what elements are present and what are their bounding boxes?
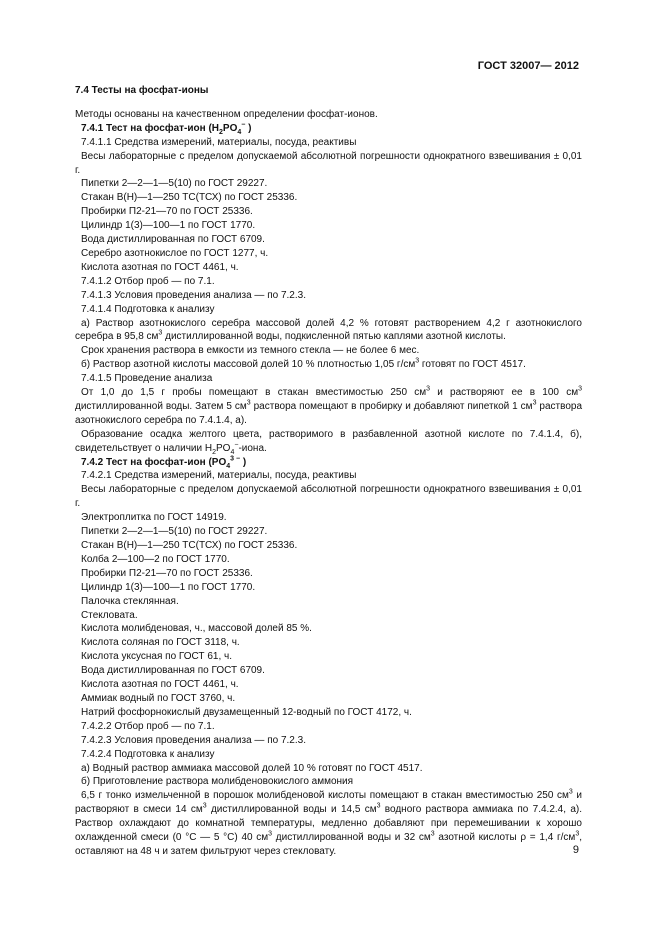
paragraph: б) Приготовление раствора молибденовокислого аммония (81, 776, 354, 788)
paragraph: 7.4.1.2 Отбор проб — по 7.1. (81, 275, 215, 287)
subsection-heading-7-4-1 (75, 122, 582, 136)
subscript: 4 (237, 128, 242, 136)
list-item: Вода дистиллированная по ГОСТ 6709. (81, 665, 265, 677)
text: раствора помещают в пробирку и добавляют пипеткой 1 см (250, 400, 533, 412)
text: азотной кислоты ρ = 1,4 г/см (434, 832, 576, 844)
list-item: Вода дистиллированная по ГОСТ 6709. (81, 234, 265, 246)
list-item: Колба 2—100—2 по ГОСТ 1770. (81, 553, 230, 565)
superscript: 3 − (230, 455, 241, 463)
text: -иона. (238, 442, 267, 454)
superscript: 3 (415, 357, 420, 365)
superscript: 3 (202, 802, 207, 810)
superscript: 3 (430, 830, 435, 838)
list-item: Пипетки 2—2—1—5(10) по ГОСТ 29227. (81, 178, 268, 190)
text: 6,5 г тонко измельченной в порошок молибденовой кислоты помещают в стакан вместимостью 250 см (81, 790, 569, 802)
heading-text: 7.4.1 Тест на фосфат-ион (H (81, 122, 219, 134)
superscript: 3 (246, 399, 251, 407)
paragraph (75, 358, 582, 372)
page-number: 9 (572, 844, 579, 856)
heading-text: ) (245, 122, 252, 134)
superscript: 3 (376, 802, 381, 810)
text: От 1,0 до 1,5 г пробы помещают в стакан вместимостью 250 см (81, 387, 427, 399)
text: дистиллированной воды и 32 см (272, 832, 431, 844)
heading-text: 7.4.2 Тест на фосфат-ион (PO (81, 456, 227, 468)
paragraph (75, 386, 582, 428)
superscript: 3 (158, 330, 163, 338)
paragraph: 7.4.2.3 Условия проведения анализа — по 7.2.3. (81, 734, 306, 746)
list-item: Кислота молибденовая, ч., массовой долей 85 %. (81, 623, 312, 635)
paragraph: а) Водный раствор аммиака массовой долей 10 % готовят по ГОСТ 4517. (81, 762, 423, 774)
list-item: Натрий фосфорнокислый двузамещенный 12-водный по ГОСТ 4172, ч. (81, 706, 412, 718)
text: и растворяют в смеси 14 см (75, 790, 583, 816)
text: дистиллированной воды. Затем 5 см (75, 400, 247, 412)
paragraph: 7.4.2.1 Средства измерений, материалы, посуда, реактивы (81, 470, 357, 482)
paragraph: 7.4.1.1 Средства измерений, материалы, посуда, реактивы (81, 136, 357, 148)
section-heading-7-4: 7.4 Тесты на фосфат-ионы (75, 85, 209, 96)
heading-text: ) (240, 456, 247, 468)
superscript: 3 (575, 830, 580, 838)
document-body (75, 84, 582, 859)
list-item: Кислота азотная по ГОСТ 4461, ч. (81, 679, 239, 691)
list-item: Кислота азотная по ГОСТ 4461, ч. (81, 261, 239, 273)
paragraph: 7.4.2.4 Подготовка к анализу (81, 748, 215, 760)
superscript: − (234, 441, 239, 449)
list-item: Пробирки П2-21—70 по ГОСТ 25336. (81, 567, 253, 579)
paragraph (75, 789, 582, 859)
text: Образование осадка желтого цвета, растворимого в разбавленной азотной кислоте по 7.4.1.4, б), свидетельствует о наличии H (75, 428, 582, 454)
superscript: − (241, 121, 246, 129)
list-item: Стекловата. (81, 609, 138, 621)
paragraph: 7.4.1.4 Подготовка к анализу (81, 303, 215, 315)
superscript: 3 (268, 830, 273, 838)
paragraph: 7.4.1.5 Проведение анализа (81, 373, 213, 385)
paragraph: Методы основаны на качественном определении фосфат-ионов. (75, 108, 378, 120)
list-item: Аммиак водный по ГОСТ 3760, ч. (81, 692, 236, 704)
subscript: 2 (212, 448, 216, 456)
standard-code-header: ГОСТ 32007— 2012 (477, 60, 579, 72)
heading-text: PO (222, 122, 238, 134)
paragraph (75, 428, 582, 456)
paragraph: Срок хранения раствора в емкости из темного стекла — не более 6 мес. (81, 345, 420, 357)
subsection-heading-7-4-2 (75, 456, 582, 470)
text: , оставляют на 48 ч и затем фильтруют через стекловату. (75, 832, 582, 857)
text: PO (216, 442, 231, 454)
paragraph: Весы лабораторные с пределом допускаемой абсолютной погрешности однократного взвешивания ± 0,01 г. (75, 150, 582, 176)
list-item: Цилиндр 1(3)—100—1 по ГОСТ 1770. (81, 220, 256, 232)
text: а) Раствор азотнокислого серебра массовой долей 4,2 % готовят растворением 4,2 г азотнокислого серебра в 95,8 см (75, 317, 582, 343)
list-item: Пипетки 2—2—1—5(10) по ГОСТ 29227. (81, 526, 268, 538)
subscript: 4 (230, 448, 235, 456)
list-item: Пробирки П2-21—70 по ГОСТ 25336. (81, 206, 253, 218)
superscript: 3 (532, 399, 537, 407)
text: и растворяют ее в 100 см (430, 387, 579, 399)
list-item: Кислота соляная по ГОСТ 3118, ч. (81, 637, 240, 649)
superscript: 3 (578, 385, 582, 393)
subscript: 4 (226, 462, 231, 470)
text: дистиллированной воды, подкисленной пятью каплями азотной кислоты. (162, 331, 506, 343)
text: раствора азотнокислого серебра по 7.4.1.4, а). (75, 400, 582, 426)
list-item: Стакан В(Н)—1—250 ТС(ТСХ) по ГОСТ 25336. (81, 192, 298, 204)
list-item: Серебро азотнокислое по ГОСТ 1277, ч. (81, 247, 269, 259)
paragraph: 7.4.1.3 Условия проведения анализа — по 7.2.3. (81, 289, 306, 301)
text: дистиллированной воды и 14,5 см (206, 804, 377, 816)
text: водного раствора аммиака по 7.4.2.4, а). Раствор охлаждают до комнатной температуры, медленно добавляют при перемешивании к хорошо охлажденной смеси (0 °С — 5 °С) 40 см (75, 804, 582, 844)
paragraph: 7.4.2.2 Отбор проб — по 7.1. (81, 720, 215, 732)
list-item: Кислота уксусная по ГОСТ 61, ч. (81, 651, 232, 663)
text: готовят по ГОСТ 4517. (419, 359, 526, 371)
paragraph: Весы лабораторные с пределом допускаемой абсолютной погрешности однократного взвешивания ± 0,01 г. (75, 484, 582, 510)
superscript: 3 (426, 385, 431, 393)
text: б) Раствор азотной кислоты массовой долей 10 % плотностью 1,05 г/см (81, 359, 416, 371)
paragraph (75, 317, 582, 345)
list-item: Электроплитка по ГОСТ 14919. (81, 512, 227, 524)
list-item: Цилиндр 1(3)—100—1 по ГОСТ 1770. (81, 581, 256, 593)
subscript: 2 (219, 128, 223, 136)
superscript: 3 (568, 788, 573, 796)
list-item: Стакан В(Н)—1—250 ТС(ТСХ) по ГОСТ 25336. (81, 540, 298, 551)
list-item: Палочка стеклянная. (81, 595, 179, 607)
